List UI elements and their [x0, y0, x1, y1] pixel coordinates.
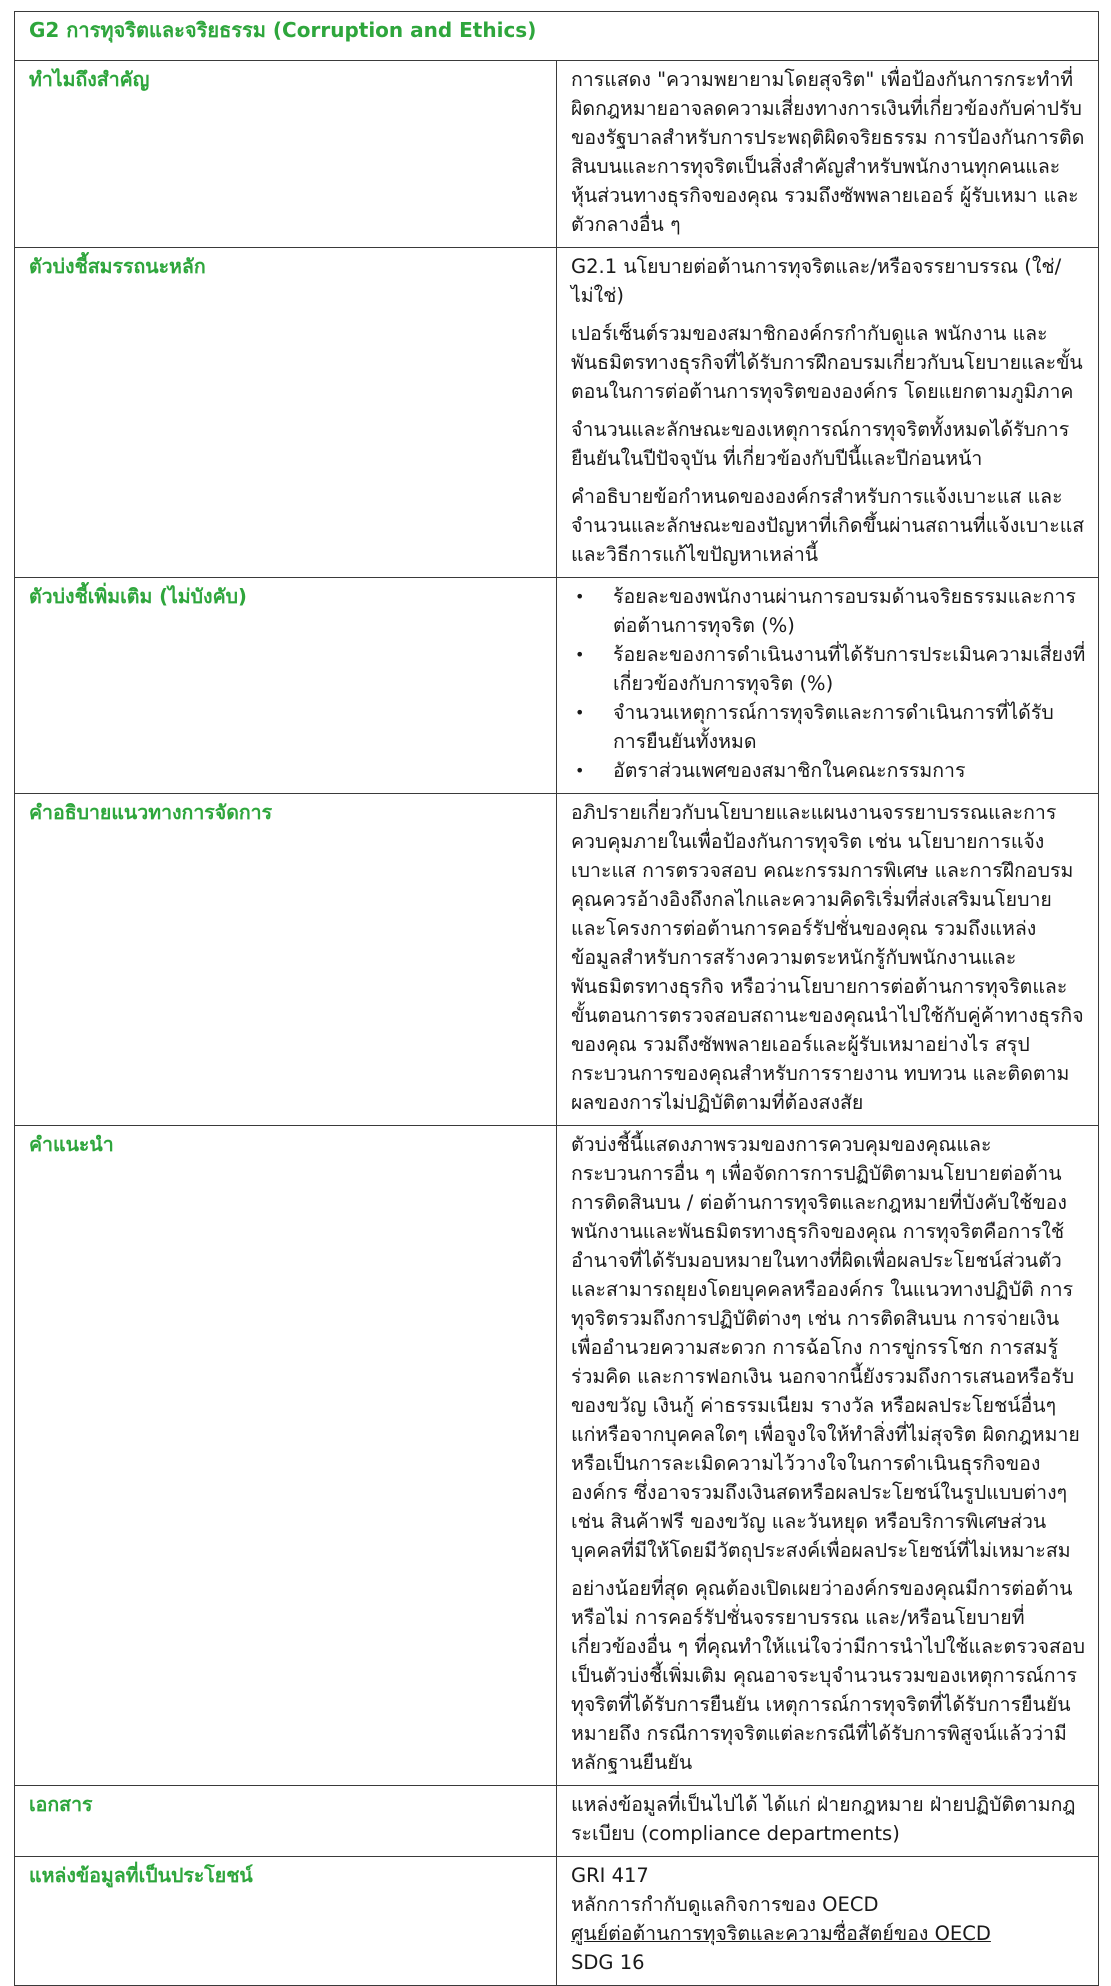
list-item — [571, 698, 1086, 756]
table-title: G2 การทุจริตและจริยธรรม (Corruption and Ethics) — [29, 18, 537, 42]
core-item: เปอร์เซ็นต์รวมของสมาชิกองค์กรกำกับดูแล พนักงาน และพันธมิตรทางธุรกิจที่ได้รับการฝึกอบรมเกี่ยวกับนโยบายและขั้นตอนในการต่อต้านการทุจริตขององค์กร โดยแยกตามภูมิภาค — [571, 322, 1083, 403]
core-item: G2.1 นโยบายต่อต้านการทุจริตและ/หรือจรรยาบรรณ (ใช่/ไม่ใช่) — [571, 255, 1062, 307]
bullet-icon: • — [575, 645, 585, 664]
bullet-icon: • — [575, 761, 585, 780]
core-item: คำอธิบายข้อกำหนดขององค์กรสำหรับการแจ้งเบาะแส และจำนวนและลักษณะของปัญหาที่เกิดขึ้นผ่านสถานที่แจ้งเบาะแส และวิธีการแก้ไขปัญหาเหล่านี้ — [571, 485, 1085, 566]
management-label: คำอธิบายแนวทางการจัดการ — [15, 794, 557, 1126]
additional-label: ตัวบ่งชี้เพิ่มเติม (ไม่บังคับ) — [15, 578, 557, 794]
management-text: อภิปรายเกี่ยวกับนโยบายและแผนงานจรรยาบรรณและการควบคุมภายในเพื่อป้องกันการทุจริต เช่น นโยบายการแจ้งเบาะแส การตรวจสอบ คณะกรรมการพิเศษ และการฝึกอบรม คุณควรอ้างอิงถึงกลไกและความคิดริเริ่มที่ส่งเสริมนโยบายและโครงการต่อต้านการคอร์รัปชั่นของคุณ รวมถึงแหล่งข้อมูลสำหรับการสร้างความตระหนักรู้กับพนักงานและพันธมิตรทางธุรกิจ หรือว่านโยบายการต่อต้านการทุจริตและขั้นตอนการตรวจสอบสถานะของคุณนำไปใช้กับคู่ค้าทางธุรกิจของคุณ รวมถึงซัพพลายเออร์และผู้รับเหมาอย่างไร สรุปกระบวนการของคุณสำหรับการรายงาน ทบทวน และติดตามผลของการไม่ปฏิบัติตามที่ต้องสงสัย — [571, 801, 1084, 1114]
list-item — [571, 640, 1086, 698]
documents-content — [557, 1786, 1099, 1857]
guidance-label: คำแนะนำ — [15, 1126, 557, 1786]
list-item — [571, 582, 1086, 640]
management-row — [15, 794, 1099, 1126]
bullet-icon: • — [575, 587, 585, 606]
list-item-text: ร้อยละของการดำเนินงานที่ได้รับการประเมินความเสี่ยงที่เกี่ยวข้องกับการทุจริต (%) — [613, 643, 1086, 695]
sources-content — [557, 1857, 1099, 1986]
documents-row — [15, 1786, 1099, 1857]
indicator-table — [14, 11, 1099, 1986]
source-item: SDG 16 — [571, 1951, 645, 1974]
why-label: ทำไมถึงสำคัญ — [15, 61, 557, 248]
core-label: ตัวบ่งชี้สมรรถนะหลัก — [15, 248, 557, 578]
guidance-paragraph: ตัวบ่งชี้นี้แสดงภาพรวมของการควบคุมของคุณและกระบวนการอื่น ๆ เพื่อจัดการการปฏิบัติตามนโยบายต่อต้านการติดสินบน / ต่อต้านการทุจริตและกฎหมายที่บังคับใช้ของพนักงานและพันธมิตรทางธุรกิจของคุณ การทุจริตคือการใช้อำนาจที่ได้รับมอบหมายในทางที่ผิดเพื่อผลประโยชน์ส่วนตัวและสามารถยุยงโดยบุคคลหรือองค์กร ในแนวทางปฏิบัติ การทุจริตรวมถึงการปฏิบัติต่างๆ เช่น การติดสินบน การจ่ายเงินเพื่ออำนวยความสะดวก การฉ้อโกง การขู่กรรโชก การสมรู้ร่วมคิด และการฟอกเงิน นอกจากนี้ยังรวมถึงการเสนอหรือรับของขวัญ เงินกู้ ค่าธรรมเนียม รางวัล หรือผลประโยชน์อื่นๆ แก่หรือจากบุคคลใดๆ เพื่อจูงใจให้ทำสิ่งที่ไม่สุจริต ผิดกฎหมาย หรือเป็นการละเมิดความไว้วางใจในการดำเนินธุรกิจขององค์กร ซึ่งอาจรวมถึงเงินสดหรือผลประโยชน์ในรูปแบบต่างๆ เช่น สินค้าฟรี ของขวัญ และวันหยุด หรือบริการพิเศษส่วนบุคคลที่มีให้โดยมีวัตถุประสงค์เพื่อผลประโยชน์ที่ไม่เหมาะสม — [571, 1133, 1080, 1562]
why-text: การแสดง "ความพยายามโดยสุจริต" เพื่อป้องกันการกระทำที่ผิดกฎหมายอาจลดความเสี่ยงทางการเงินที่เกี่ยวข้องกับค่าปรับของรัฐบาลสำหรับการประพฤติผิดจริยธรรม การป้องกันการติดสินบนและการทุจริตเป็นสิ่งสำคัญสำหรับพนักงานทุกคนและหุ้นส่วนทางธุรกิจของคุณ รวมถึงซัพพลายเออร์ ผู้รับเหมา และตัวกลางอื่น ๆ — [571, 68, 1085, 236]
sources-label: แหล่งข้อมูลที่เป็นประโยชน์ — [15, 1857, 557, 1986]
list-item-text: จำนวนเหตุการณ์การทุจริตและการดำเนินการที่ได้รับการยืนยันทั้งหมด — [613, 701, 1054, 753]
guidance-content — [557, 1126, 1099, 1786]
core-item: จำนวนและลักษณะของเหตุการณ์การทุจริตทั้งหมดได้รับการยืนยันในปีปัจจุบัน ที่เกี่ยวข้องกับปีนี้และปีก่อนหน้า — [571, 418, 1070, 470]
core-row — [15, 248, 1099, 578]
core-content — [557, 248, 1099, 578]
sources-row — [15, 1857, 1099, 1986]
list-item-text: ร้อยละของพนักงานผ่านการอบรมด้านจริยธรรมและการต่อต้านการทุจริต (%) — [613, 585, 1076, 637]
why-content — [557, 61, 1099, 248]
guidance-row — [15, 1126, 1099, 1786]
source-item: GRI 417 — [571, 1864, 649, 1887]
bullet-icon: • — [575, 703, 585, 722]
title-row — [15, 12, 1099, 61]
additional-list — [571, 582, 1086, 785]
guidance-paragraph: อย่างน้อยที่สุด คุณต้องเปิดเผยว่าองค์กรของคุณมีการต่อต้านหรือไม่ การคอร์รัปชั่นจรรยาบรรณ และ/หรือนโยบายที่เกี่ยวข้องอื่น ๆ ที่คุณทำให้แน่ใจว่ามีการนำไปใช้และตรวจสอบ เป็นตัวบ่งชี้เพิ่มเติม คุณอาจระบุจำนวนรวมของเหตุการณ์การทุจริตที่ได้รับการยืนยัน เหตุการณ์การทุจริตที่ได้รับการยืนยัน หมายถึง กรณีการทุจริตแต่ละกรณีที่ได้รับการพิสูจน์แล้วว่ามีหลักฐานยืนยัน — [571, 1577, 1086, 1774]
source-item: หลักการกำกับดูแลกิจการของ OECD — [571, 1893, 879, 1916]
oecd-anti-corruption-link[interactable]: ศูนย์ต่อต้านการทุจริตและความซื่อสัตย์ของ OECD — [571, 1922, 991, 1945]
title-cell — [15, 12, 1099, 61]
additional-content — [557, 578, 1099, 794]
additional-row — [15, 578, 1099, 794]
why-row — [15, 61, 1099, 248]
list-item — [571, 756, 1086, 785]
documents-label: เอกสาร — [15, 1786, 557, 1857]
management-content — [557, 794, 1099, 1126]
documents-text: แหล่งข้อมูลที่เป็นไปได้ ได้แก่ ฝ่ายกฎหมาย ฝ่ายปฏิบัติตามกฎระเบียบ (compliance departments) — [571, 1793, 1076, 1845]
list-item-text: อัตราส่วนเพศของสมาชิกในคณะกรรมการ — [613, 759, 966, 782]
